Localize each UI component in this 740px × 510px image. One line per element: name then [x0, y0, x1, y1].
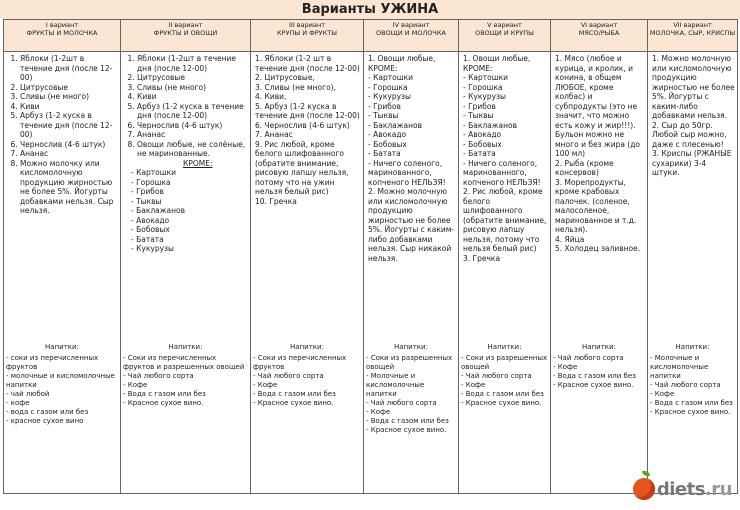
drink-item: - Кофе — [253, 380, 278, 389]
food-item: 10. Гречка — [255, 196, 297, 206]
drink-item: - красное сухое вино — [6, 416, 84, 425]
excluded-item: - Грибов — [131, 187, 164, 196]
food-list — [366, 54, 456, 263]
drinks-section — [461, 343, 548, 408]
drink-item: - Молочные и кисломолочные напитки — [650, 353, 709, 380]
food-item: 7. Ананас — [137, 130, 248, 140]
drinks-heading: Напитки: — [394, 343, 428, 351]
food-item: - Тыквы — [463, 111, 494, 120]
food-item: 3. Сливы (не много) — [20, 92, 118, 102]
food-item: 3. Гречка — [463, 253, 501, 263]
drink-item: - Кофе — [461, 380, 486, 389]
drink-item: - Чай любого сорта — [650, 380, 721, 389]
food-item: 1. Можно молочную или кисломолочную продукцию жирностью не более 5%. Йогурты с каким-либо добавками нельзя. — [652, 54, 735, 120]
drinks-section — [650, 343, 735, 417]
food-item: - Ничего соленого, маринованного, копченого НЕЛЬЗЯ! — [368, 158, 446, 187]
food-item: - Горошка — [368, 82, 408, 92]
drink-item: - кофе — [6, 398, 30, 407]
drinks-heading: Напитки: — [487, 343, 522, 351]
food-item: 5. Арбуз (1-2 куска в течение дня (после 12-00) — [137, 102, 248, 121]
food-list — [461, 54, 548, 263]
food-item: 1. Яблоки (1-2 шт в течение дня (после 12-00) — [255, 54, 360, 73]
food-item: - Кукурузы — [368, 92, 411, 101]
food-item: 2. Рис любой, кроме белого шлифованного (обратите внимание, рисовую лапшу нельзя, потому что нельзя белый рис) — [463, 187, 547, 253]
column-header-4 — [364, 20, 459, 52]
drink-item: - Молочные и кисломолочные напитки — [366, 371, 425, 398]
drink-item: - Вода с газом или без — [366, 416, 449, 425]
drink-item: - Чай любого сорта — [366, 398, 437, 407]
food-item: - Батата — [368, 149, 401, 158]
logo-name: diets — [656, 478, 705, 500]
food-item: 1. Овощи любые, КРОМЕ: — [368, 54, 436, 73]
variant-cell — [121, 52, 251, 494]
column-name: КРУПЫ И ФРУКТЫ — [277, 29, 337, 37]
food-item: 2. Рыба (кроме консервов) — [555, 158, 614, 177]
excluded-item: - Бобовых — [131, 225, 170, 234]
food-item: 5. Холодец заливное. — [555, 244, 641, 253]
column-header-7 — [648, 20, 738, 52]
column-number: I вариант — [45, 21, 79, 29]
food-item: 4. Киви, — [255, 92, 287, 101]
column-name: ФРУКТЫ И ОВОЩИ — [153, 29, 218, 37]
column-number: VI вариант — [580, 21, 618, 29]
column-name: ОВОЩИ И КРУПЫ — [475, 29, 534, 37]
drink-item: - Кофе — [553, 362, 578, 371]
drinks-heading: Напитки: — [582, 343, 616, 351]
dinner-variants-table — [3, 19, 738, 494]
food-item: 4. Киви — [20, 102, 118, 112]
drink-item: - Кофе — [123, 380, 148, 389]
content-row — [4, 52, 738, 494]
column-header-1 — [4, 20, 121, 52]
food-list — [253, 54, 361, 206]
site-logo[interactable] — [633, 474, 732, 504]
food-item: 3. Сливы (не много), — [255, 82, 336, 92]
food-item: 5. Арбуз (1-2 куска в течение дня (после 12-00) — [255, 101, 360, 120]
food-item: 4. Киви — [137, 92, 248, 102]
drink-item: - Соки из разрешенных овощей — [461, 353, 548, 371]
food-item: 1. Овощи любые, КРОМЕ: — [463, 54, 531, 73]
column-header-5 — [459, 20, 551, 52]
food-item: 4. Яйца — [555, 234, 585, 244]
drink-item: - Чай любого сорта — [253, 371, 324, 380]
food-item: 3. Морепродукты, кроме крабовых палочек. (соленое, малосоленое, маринованное и т.д. нельзя). — [555, 177, 637, 234]
food-item: - Авокадо — [368, 130, 407, 139]
drink-item: - Красное сухое вино. — [461, 398, 542, 407]
drinks-section — [253, 343, 361, 408]
food-item: 6. Чернослив (4-6 штук) — [137, 121, 248, 131]
food-item: - Батата — [463, 149, 496, 158]
column-header-2 — [121, 20, 251, 52]
excluded-item: - Батата — [131, 234, 164, 244]
drink-item: - Чай любого сорта — [553, 353, 624, 362]
food-item: - Тыквы — [368, 111, 399, 120]
food-item: 2. Сыр до 50гр. Любой сыр можно, даже с плесенью! — [652, 120, 727, 149]
food-item: - Грибов — [368, 101, 401, 111]
food-item: 7. Ананас — [20, 149, 118, 159]
food-item: 3. Криспы (РЖАНЫЕ сухарики) 3-4 штуки. — [652, 149, 732, 177]
column-header-6 — [551, 20, 648, 52]
food-item: - Бобовых — [463, 139, 502, 149]
header-row — [4, 20, 738, 52]
variant-cell — [251, 52, 364, 494]
food-item: 8. Овощи любые, не солёные, не маринованные. — [137, 140, 248, 159]
variant-cell — [648, 52, 738, 494]
food-item: 3. Сливы (не много) — [137, 83, 248, 93]
drink-item: - Вода с газом или без — [461, 389, 544, 398]
food-item: - Баклажанов — [463, 120, 518, 130]
drinks-heading: Напитки: — [45, 343, 79, 351]
food-item: 2. Цитрусовые — [137, 73, 248, 83]
food-item: 2. Цитрусовые — [20, 83, 118, 93]
variant-cell — [364, 52, 459, 494]
food-item: - Ничего соленого, маринованного, копченого НЕЛЬЗЯ! — [463, 158, 541, 187]
column-name: ФРУКТЫ И МОЛОЧКА — [26, 29, 98, 37]
column-name: ОВОЩИ И МОЛОЧКА — [376, 29, 446, 37]
drinks-section — [123, 343, 248, 408]
food-item: - Бобовых — [368, 139, 407, 149]
food-item: - Картошки — [368, 73, 413, 82]
drink-item: - Кофе — [650, 389, 675, 398]
food-item: - Авокадо — [463, 130, 502, 139]
drinks-section — [553, 343, 645, 390]
variant-cell — [459, 52, 551, 494]
food-item: - Баклажанов — [368, 120, 423, 130]
food-item: 7. Ананас — [255, 130, 293, 139]
variant-cell — [551, 52, 648, 494]
drink-item: - Чай любого сорта — [123, 371, 194, 380]
logo-tld: .ru — [704, 478, 732, 500]
column-number: III вариант — [288, 21, 325, 29]
food-item: - Горошка — [463, 82, 503, 92]
food-item: 2. Цитрусовые, — [255, 73, 315, 82]
drink-item: - Красное сухое вино. — [366, 425, 447, 434]
drinks-section — [6, 343, 118, 426]
drinks-section — [366, 343, 456, 435]
food-item: 1. Мясо (любое и курица, и кролик, и конина, в общем ЛЮБОЕ, кроме колбас) и субпродукты (это не значит, что можно есть кожу и жир!!!). Бульон можно не много и без жира (до 100 мл) — [555, 54, 641, 158]
food-list — [650, 54, 735, 178]
food-item: 6. Чернослив (4-6 штук) — [255, 120, 350, 130]
drink-item: - Соки из перечисленных фруктов — [253, 353, 347, 371]
drink-item: - Вода с газом или без — [123, 389, 206, 398]
apple-icon — [633, 478, 655, 500]
drink-item: - Красное сухое вино. — [123, 398, 204, 407]
food-item: - Кукурузы — [463, 92, 506, 101]
drink-item: - Кофе — [366, 407, 391, 416]
food-item: 5. Арбуз (1-2 куска в течение дня (после 12-00) — [20, 111, 118, 140]
excluded-item: - Кукурузы — [131, 244, 174, 253]
page-title: Варианты УЖИНА — [0, 0, 740, 19]
drink-item: - соки из перечисленных фруктов — [6, 353, 99, 371]
drinks-heading: Напитки: — [290, 343, 324, 351]
drinks-heading: Напитки: — [675, 343, 710, 351]
column-number: VII вариант — [673, 21, 712, 29]
food-item: 2. Можно молочную или кисломолочную продукцию жирностью не более 5%. Йогурты с каким-либо добавками нельзя. Сыр никакой нельзя. — [368, 187, 455, 263]
food-item: 6. Чернослив (4-6 штук) — [20, 140, 118, 150]
excluded-item: - Горошка — [131, 177, 171, 187]
drink-item: - Красное сухое вино. — [253, 398, 334, 407]
drink-item: - Соки из перечисленных фруктов и разрешенных овощей — [123, 353, 245, 371]
excluded-item: - Авокадо — [131, 215, 170, 225]
food-item: 8. Можно молочку или кисломолочную продукцию жирностью не более 5%. Йогурты добавками нельзя. Сыр нельзя. — [20, 159, 118, 216]
excluded-item: - Тыквы — [131, 196, 162, 206]
variant-cell — [4, 52, 121, 494]
drink-item: - вода с газом или без — [6, 407, 89, 416]
food-list — [6, 54, 118, 216]
drink-item: - Красное сухое вино. — [553, 380, 634, 389]
food-item: - Картошки — [463, 73, 508, 82]
excluded-item: - Картошки — [131, 168, 176, 177]
column-name: МОЛОЧКА, СЫР, КРИСПЫ — [649, 29, 736, 37]
column-number: V вариант — [487, 21, 522, 29]
drink-item: - Вода с газом или без — [553, 371, 636, 380]
column-number: II вариант — [168, 21, 203, 29]
column-number: IV вариант — [392, 21, 430, 29]
food-item: 9. Рис любой, кроме белого шлифованного (обратите внимание, рисовую лапшу нельзя, потому что на ужин нельзя белый рис) — [255, 139, 349, 196]
excluded-item: - Баклажанов — [131, 206, 186, 215]
drink-item: - Соки из разрешенных овощей — [366, 353, 453, 371]
drink-item: - Вода с газом или без — [650, 398, 733, 407]
drink-item: - Вода с газом или без — [253, 389, 336, 398]
except-heading: КРОМЕ: — [183, 158, 213, 168]
food-item: - Грибов — [463, 101, 496, 111]
drink-item: - чай любой — [6, 389, 50, 398]
column-header-3 — [251, 20, 364, 52]
food-item: 1. Яблоки (1-2шт в течение дня (после 12-00) — [137, 54, 248, 73]
drink-item: - молочные и кисломолочные напитки — [6, 371, 115, 389]
drink-item: - Чай любого сорта — [461, 371, 532, 380]
food-item: 1. Яблоки (1-2шт в течение дня (после 12-00) — [20, 54, 118, 83]
column-name: МЯСО/РЫБА — [578, 29, 620, 37]
food-list — [123, 54, 248, 159]
drinks-heading: Напитки: — [168, 343, 203, 351]
drink-item: - Красное сухое вино. — [650, 407, 731, 416]
food-list — [553, 54, 645, 254]
